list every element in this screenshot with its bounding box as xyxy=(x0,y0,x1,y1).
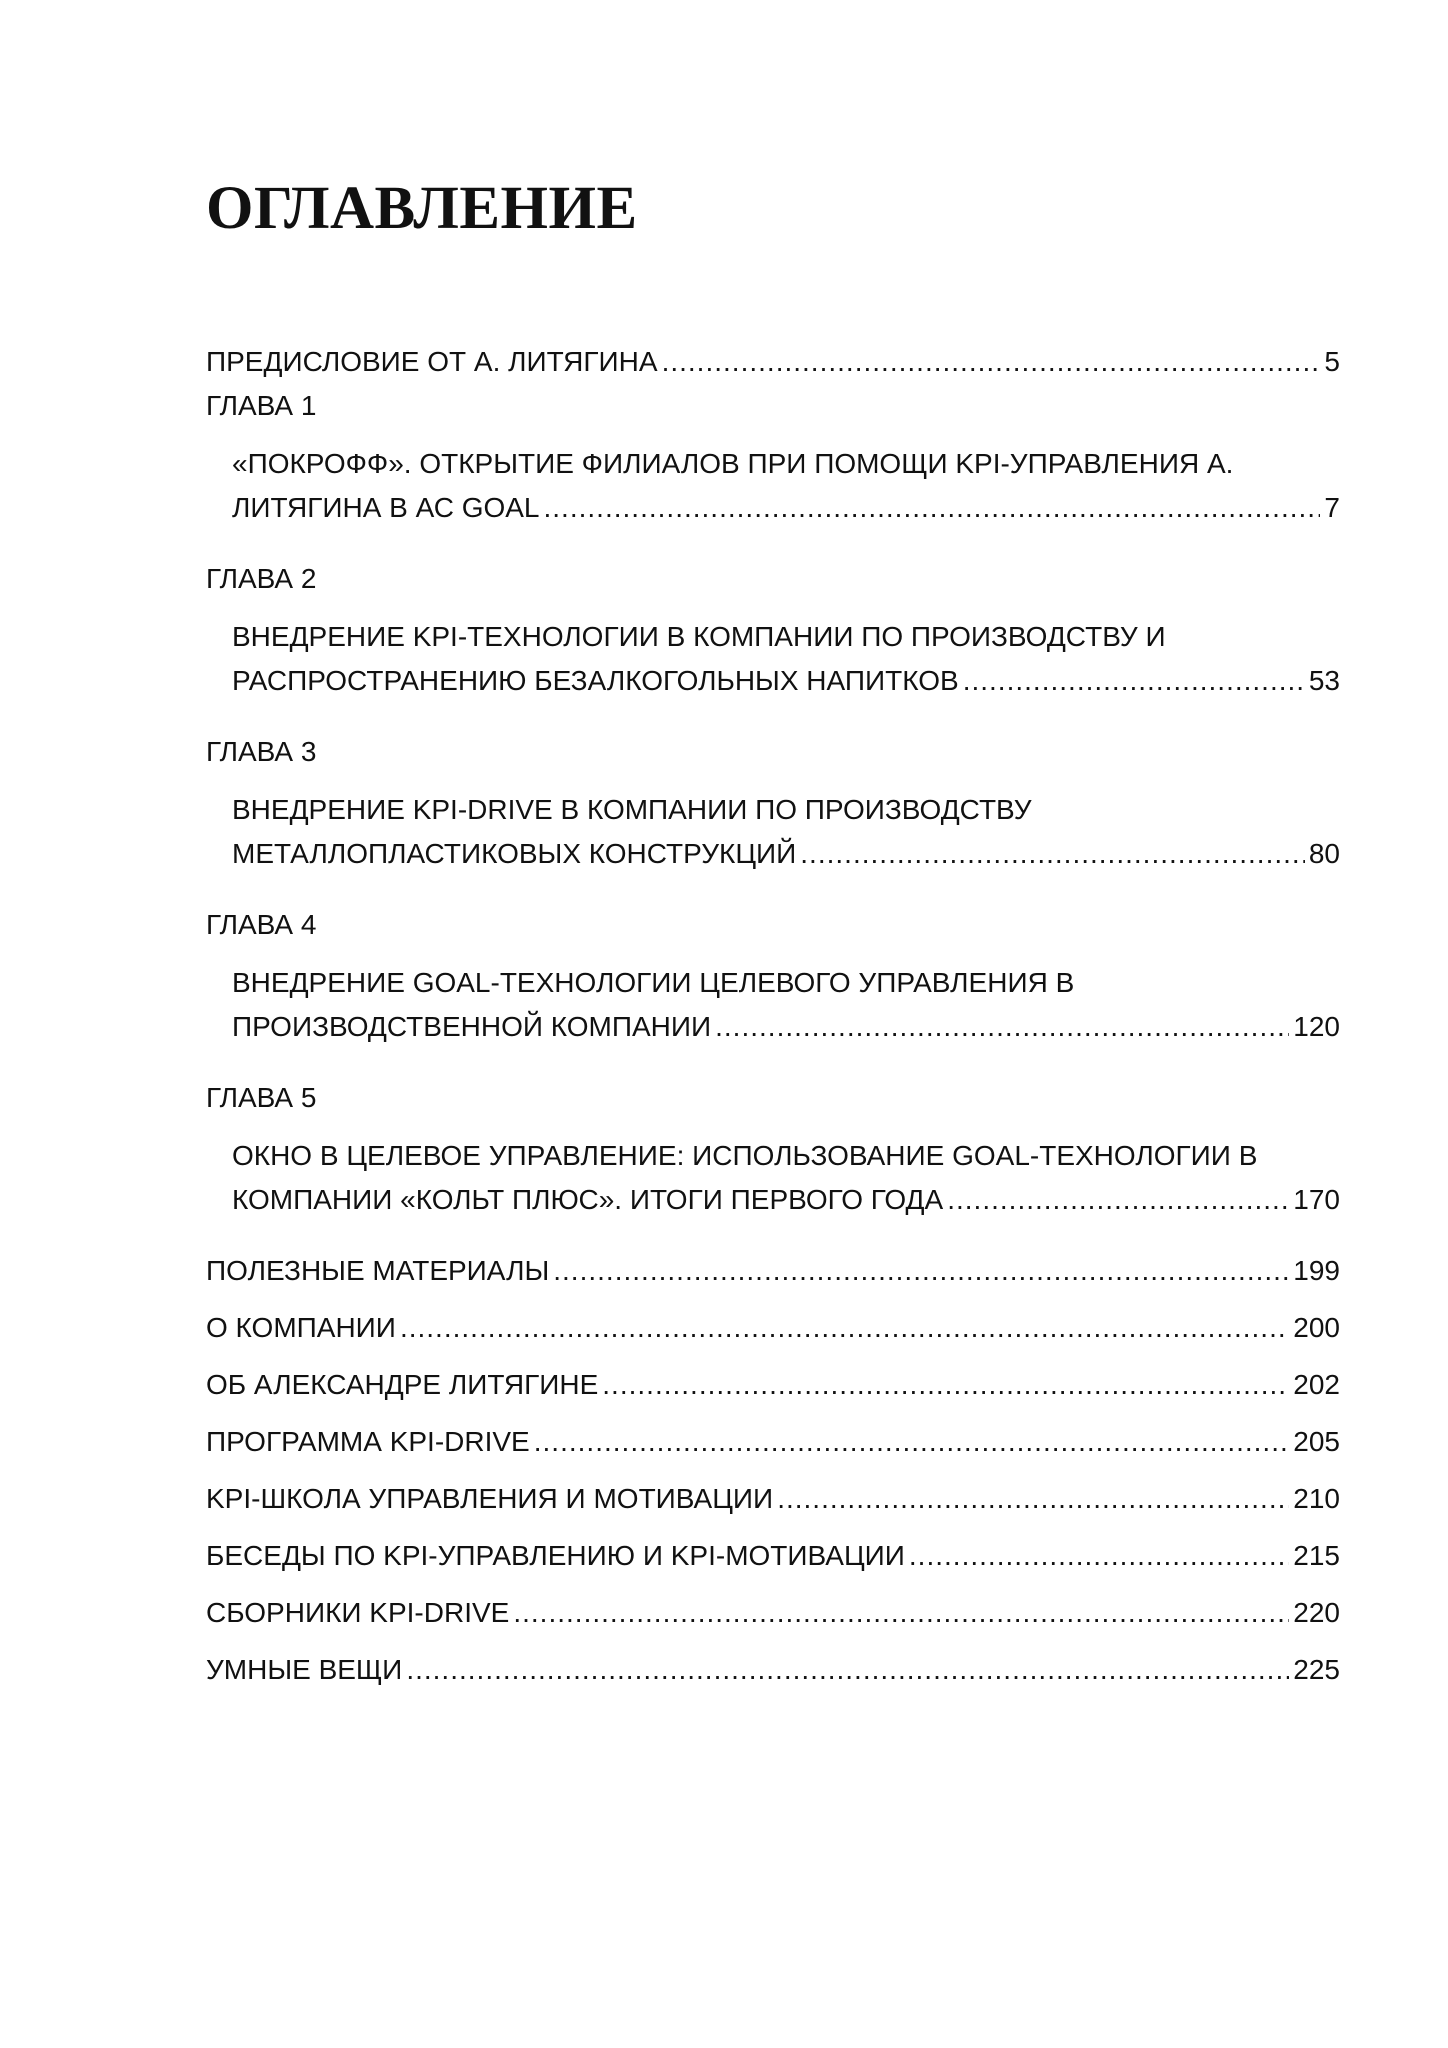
toc-entry-label: ПРОГРАММА KPI-DRIVE xyxy=(206,1426,530,1457)
toc-entry-title-line: ВНЕДРЕНИЕ KPI-DRIVE В КОМПАНИИ ПО ПРОИЗВОДСТВУ xyxy=(232,794,1032,825)
dot-leader xyxy=(800,832,1305,876)
toc-entry-title-line: ПРОИЗВОДСТВЕННОЙ КОМПАНИИ xyxy=(232,1011,712,1042)
toc-entry-title-line: МЕТАЛЛОПЛАСТИКОВЫХ КОНСТРУКЦИЙ xyxy=(232,838,797,869)
chapter-heading-2: ГЛАВА 2 xyxy=(206,563,317,594)
toc-entry-chapter-4[interactable] xyxy=(206,961,1340,1063)
dot-leader xyxy=(777,1477,1289,1521)
toc-entry-chapter-5[interactable] xyxy=(206,1134,1340,1236)
dot-leader xyxy=(553,1249,1289,1293)
toc-entry-program[interactable] xyxy=(206,1420,1340,1477)
toc-entry-label: ПРЕДИСЛОВИЕ ОТ А. ЛИТЯГИНА xyxy=(206,346,658,377)
toc-page-number: 199 xyxy=(1293,1255,1340,1286)
toc-page-number: 80 xyxy=(1308,838,1340,869)
toc-entry-author[interactable] xyxy=(206,1363,1340,1420)
chapter-heading-5: ГЛАВА 5 xyxy=(206,1082,317,1113)
chapter-heading-1: ГЛАВА 1 xyxy=(206,390,317,421)
toc-entry-label: УМНЫЕ ВЕЩИ xyxy=(206,1654,403,1685)
toc-page-number: 7 xyxy=(1324,492,1340,523)
toc-entry-label: KPI-ШКОЛА УПРАВЛЕНИЯ И МОТИВАЦИИ xyxy=(206,1483,774,1514)
dot-leader xyxy=(963,659,1305,703)
toc-entry-label: СБОРНИКИ KPI-DRIVE xyxy=(206,1597,510,1628)
toc-entry-title-line: «ПОКРОФФ». ОТКРЫТИЕ ФИЛИАЛОВ ПРИ ПОМОЩИ KPI-УПРАВЛЕНИЯ А. xyxy=(232,448,1234,479)
dot-leader xyxy=(602,1363,1289,1407)
dot-leader xyxy=(662,340,1321,384)
chapter-heading-3: ГЛАВА 3 xyxy=(206,736,317,767)
toc-page-number: 220 xyxy=(1293,1597,1340,1628)
toc-page-number: 205 xyxy=(1293,1426,1340,1457)
chapter-heading-4: ГЛАВА 4 xyxy=(206,909,317,940)
toc-entry-preface[interactable] xyxy=(206,340,1340,384)
toc-page-number: 170 xyxy=(1293,1184,1340,1215)
toc-page-number: 200 xyxy=(1293,1312,1340,1343)
toc-page-number: 53 xyxy=(1308,665,1340,696)
dot-leader xyxy=(715,1005,1289,1049)
dot-leader xyxy=(406,1648,1289,1692)
dot-leader xyxy=(909,1534,1289,1578)
toc-entry-label: О КОМПАНИИ xyxy=(206,1312,396,1343)
toc-page-number: 202 xyxy=(1293,1369,1340,1400)
dot-leader xyxy=(400,1306,1289,1350)
dot-leader xyxy=(544,486,1321,530)
toc-entry-title-line: ВНЕДРЕНИЕ KPI-ТЕХНОЛОГИИ В КОМПАНИИ ПО ПРОИЗВОДСТВУ И xyxy=(232,621,1166,652)
toc-page-number: 210 xyxy=(1293,1483,1340,1514)
toc-entry-title-line: РАСПРОСТРАНЕНИЮ БЕЗАЛКОГОЛЬНЫХ НАПИТКОВ xyxy=(232,665,959,696)
toc-page-number: 5 xyxy=(1324,346,1340,377)
toc-entry-materials[interactable] xyxy=(206,1249,1340,1306)
table-of-contents xyxy=(206,340,1340,1705)
toc-entry-chapter-1[interactable] xyxy=(206,442,1340,544)
toc-entry-label: БЕСЕДЫ ПО KPI-УПРАВЛЕНИЮ И KPI-МОТИВАЦИИ xyxy=(206,1540,905,1571)
toc-entry-collections[interactable] xyxy=(206,1591,1340,1648)
toc-entry-label: ПОЛЕЗНЫЕ МАТЕРИАЛЫ xyxy=(206,1255,550,1286)
toc-entry-smart[interactable] xyxy=(206,1648,1340,1705)
toc-entry-talks[interactable] xyxy=(206,1534,1340,1591)
toc-entry-label: ОБ АЛЕКСАНДРЕ ЛИТЯГИНЕ xyxy=(206,1369,599,1400)
toc-entry-title-line: ВНЕДРЕНИЕ GOAL-ТЕХНОЛОГИИ ЦЕЛЕВОГО УПРАВЛЕНИЯ В xyxy=(232,967,1075,998)
toc-page-number: 120 xyxy=(1293,1011,1340,1042)
toc-page-number: 215 xyxy=(1293,1540,1340,1571)
toc-entry-title-line: ЛИТЯГИНА В АС GOAL xyxy=(232,492,540,523)
toc-entry-chapter-2[interactable] xyxy=(206,615,1340,717)
toc-entry-title-line: ОКНО В ЦЕЛЕВОЕ УПРАВЛЕНИЕ: ИСПОЛЬЗОВАНИЕ GOAL-ТЕХНОЛОГИИ В xyxy=(232,1140,1258,1171)
toc-entry-chapter-3[interactable] xyxy=(206,788,1340,890)
toc-entry-school[interactable] xyxy=(206,1477,1340,1534)
dot-leader xyxy=(513,1591,1289,1635)
toc-entry-title-line: КОМПАНИИ «КОЛЬТ ПЛЮС». ИТОГИ ПЕРВОГО ГОДА xyxy=(232,1184,944,1215)
dot-leader xyxy=(947,1178,1289,1222)
page-title: ОГЛАВЛЕНИЕ xyxy=(206,175,638,242)
toc-page-number: 225 xyxy=(1293,1654,1340,1685)
dot-leader xyxy=(534,1420,1290,1464)
toc-entry-company[interactable] xyxy=(206,1306,1340,1363)
